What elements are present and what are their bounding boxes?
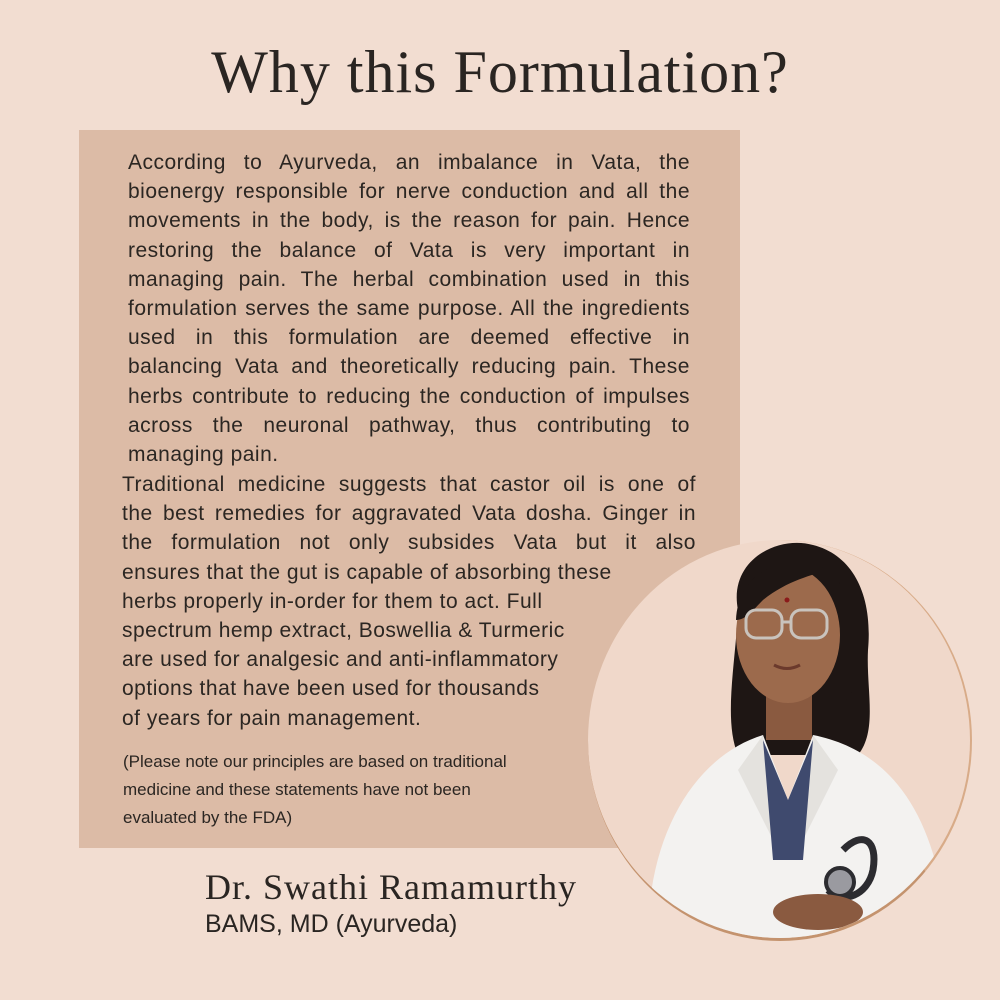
paragraph-line: the best remedies for aggravated Vata dosha. Ginger in xyxy=(122,502,696,526)
disclaimer-line: medicine and these statements have not been xyxy=(123,780,471,799)
doctor-photo-illustration xyxy=(588,540,970,938)
paragraph-line: Traditional medicine suggests that castor oil is one of xyxy=(122,473,696,496)
paragraph-line: options that have been used for thousands xyxy=(122,677,540,701)
paragraph-line: herbs properly in-order for them to act. Full xyxy=(122,589,543,613)
paragraph-line: of years for pain management. xyxy=(122,706,422,730)
doctor-name: Dr. Swathi Ramamurthy xyxy=(205,867,577,907)
paragraph-line: the formulation not only subsides Vata but it also xyxy=(122,531,696,555)
disclaimer-line: (Please note our principles are based on traditional xyxy=(123,752,507,771)
page-title: Why this Formulation? xyxy=(211,39,789,105)
disclaimer-line: evaluated by the FDA) xyxy=(123,808,293,827)
paragraph-ayurveda: According to Ayurveda, an imbalance in Vata, the bioenergy responsible for nerve conduction and all the movements in the body, is the reason for pain. Hence restoring the balance of Vata is very important in managing pain. The herbal combination used in this formulation serves the same purpose. All the ingredients used in this formulation are deemed effective in balancing Vata and theoretically reducing pain. These herbs contribute to reducing the conduction of impulses across the neuronal pathway, thus contributing to managing pain. xyxy=(128,151,690,467)
paragraph-line: are used for analgesic and anti-inflammatory xyxy=(122,648,559,672)
doctor-credentials: BAMS, MD (Ayurveda) xyxy=(205,910,458,938)
doctor-portrait xyxy=(588,540,972,941)
fda-disclaimer xyxy=(123,748,603,832)
paragraph-line: ensures that the gut is capable of absorbing these xyxy=(122,560,612,584)
paragraph-line: spectrum hemp extract, Boswellia & Turmeric xyxy=(122,619,565,643)
